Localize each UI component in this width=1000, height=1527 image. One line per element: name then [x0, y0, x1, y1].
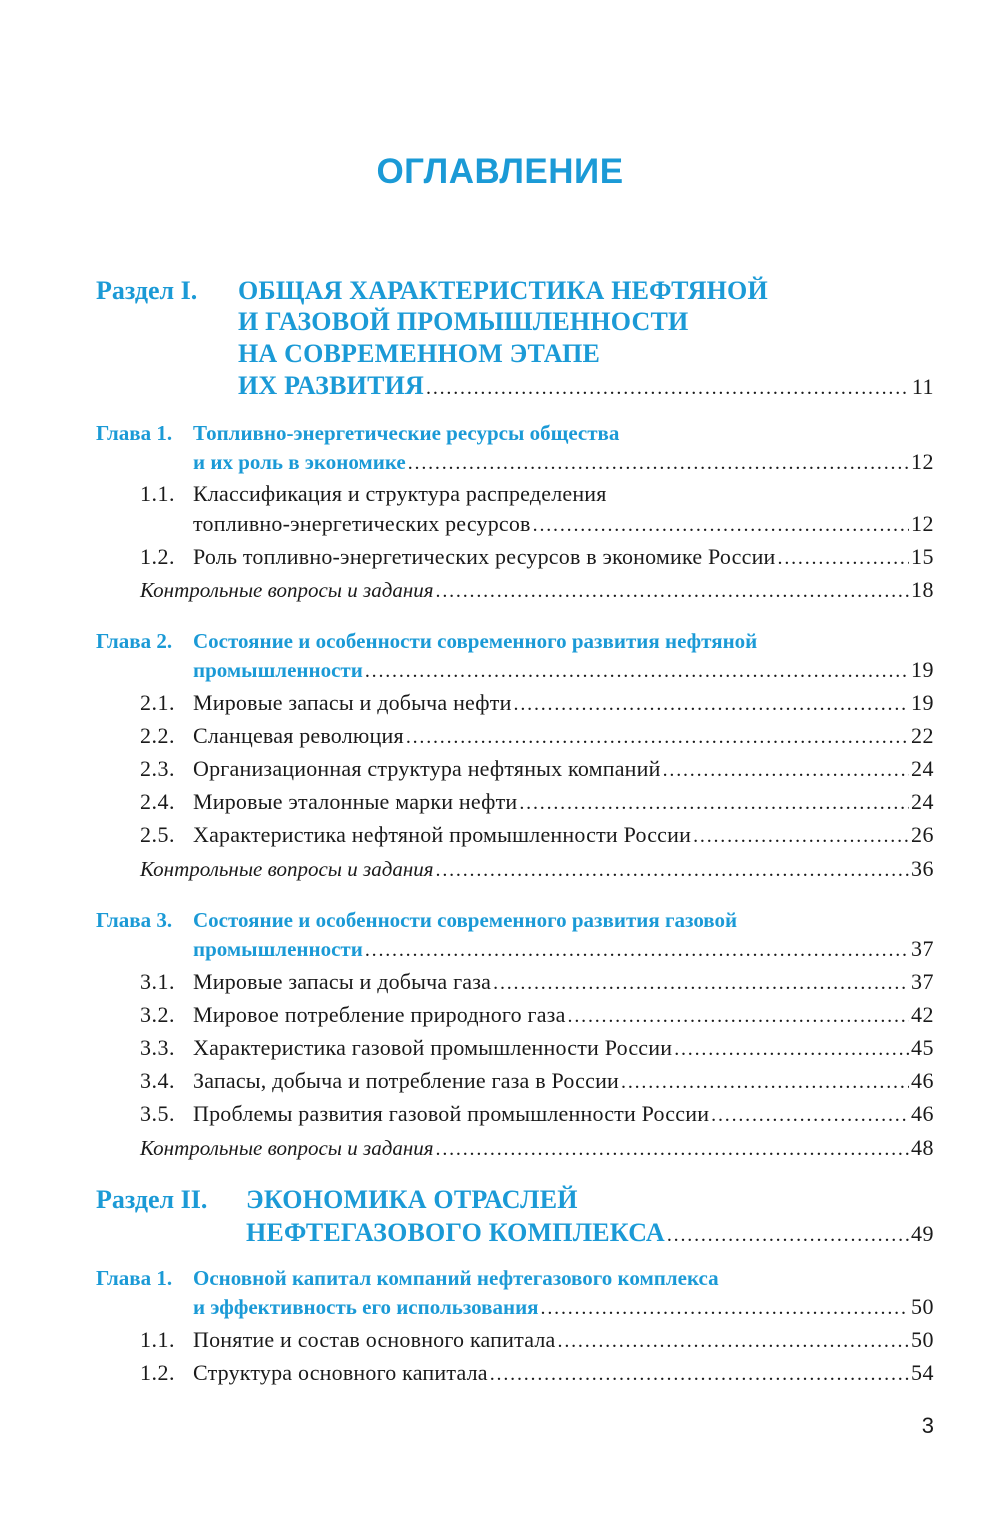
dot-leader [674, 1038, 909, 1061]
toc-entry[interactable] [193, 1294, 934, 1320]
toc-entry[interactable] [193, 1002, 934, 1028]
chapter-title-line: Топливно-энергетические ресурсы общества [193, 421, 620, 445]
item-number: 3.1. [140, 969, 175, 994]
page-ref: 50 [911, 1294, 934, 1319]
page-ref: 45 [911, 1035, 934, 1060]
chapter-label: Глава 1. [96, 421, 173, 445]
dot-leader [436, 859, 909, 882]
item-number: 2.5. [140, 822, 175, 847]
dot-leader [558, 1330, 909, 1353]
item-title: Сланцевая революция [193, 723, 404, 748]
chapter-title-line: и эффективность его использования [193, 1295, 539, 1319]
toc-entry[interactable] [193, 969, 934, 995]
toc-entry[interactable] [193, 449, 934, 475]
page-ref: 12 [911, 511, 934, 536]
page-ref: 19 [911, 690, 934, 715]
chapter-title-line: и их роль в экономике [193, 450, 406, 474]
item-number: 2.3. [140, 756, 175, 781]
toc-entry[interactable] [246, 1218, 934, 1248]
dot-leader [408, 452, 909, 475]
section-title-line: НА СОВРЕМЕННОМ ЭТАПЕ [238, 339, 601, 368]
chapter-title-line: промышленности [193, 658, 363, 682]
item-number: 1.2. [140, 1360, 175, 1385]
questions-label: Контрольные вопросы и задания [140, 1136, 434, 1160]
dot-leader [514, 693, 909, 716]
questions-label: Контрольные вопросы и задания [140, 857, 434, 881]
dot-leader [365, 660, 909, 683]
page-ref: 46 [911, 1068, 934, 1093]
item-title-line: топливно-энергетических ресурсов [193, 511, 531, 536]
item-title: Понятие и состав основного капитала [193, 1327, 556, 1352]
item-title: Структура основного капитала [193, 1360, 488, 1385]
toc-entry[interactable] [193, 1068, 934, 1094]
item-title: Проблемы развития газовой промышленности России [193, 1101, 710, 1126]
item-title: Мировые запасы и добыча нефти [193, 690, 512, 715]
dot-leader [490, 1363, 909, 1386]
section-title-line: ЭКОНОМИКА ОТРАСЛЕЙ [246, 1185, 578, 1214]
toc-entry[interactable] [193, 822, 934, 848]
page-ref: 37 [911, 969, 934, 994]
dot-leader [365, 939, 909, 962]
page-ref: 26 [911, 822, 934, 847]
item-number: 1.1. [140, 481, 175, 506]
chapter-title-line: Состояние и особенности современного развития газовой [193, 908, 738, 932]
toc-entry[interactable] [193, 1101, 934, 1127]
toc-entry[interactable] [193, 511, 934, 537]
toc-entry[interactable] [193, 1035, 934, 1061]
dot-leader [568, 1005, 909, 1028]
toc-entry[interactable] [193, 544, 934, 570]
item-number: 1.2. [140, 544, 175, 569]
item-number: 1.1. [140, 1327, 175, 1352]
toc-entry[interactable] [193, 789, 934, 815]
toc-entry[interactable] [193, 657, 934, 683]
page-ref: 11 [911, 374, 934, 399]
chapter-title-line: промышленности [193, 937, 363, 961]
page-ref: 19 [911, 657, 934, 682]
page-ref: 12 [911, 449, 934, 474]
page-ref: 48 [911, 1135, 934, 1160]
chapter-label: Глава 1. [96, 1266, 173, 1290]
toc-entry[interactable] [193, 1327, 934, 1353]
toc-entry[interactable] [193, 690, 934, 716]
item-title: Запасы, добыча и потребление газа в России [193, 1068, 620, 1093]
page-ref: 50 [911, 1327, 934, 1352]
dot-leader [711, 1104, 909, 1127]
page-ref: 36 [911, 856, 934, 881]
dot-leader [436, 1138, 909, 1161]
dot-leader [663, 759, 909, 782]
page-ref: 24 [911, 789, 934, 814]
section-title-line: ИХ РАЗВИТИЯ [238, 371, 425, 400]
chapter-title-line: Основной капитал компаний нефтегазового комплекса [193, 1266, 719, 1290]
dot-leader [693, 825, 909, 848]
dot-leader [493, 972, 909, 995]
chapter-label: Глава 3. [96, 908, 173, 932]
toc-entry[interactable] [140, 577, 934, 603]
dot-leader [406, 726, 909, 749]
item-number: 2.4. [140, 789, 175, 814]
page-ref: 37 [911, 936, 934, 961]
toc-entry[interactable] [193, 936, 934, 962]
item-title-line: Классификация и структура распределения [193, 481, 607, 506]
item-title: Мировые эталонные марки нефти [193, 789, 518, 814]
page-ref: 49 [911, 1221, 934, 1246]
section-label: Раздел II. [96, 1185, 208, 1214]
page-ref: 18 [911, 577, 934, 602]
page-ref: 46 [911, 1101, 934, 1126]
item-title: Мировые запасы и добыча газа [193, 969, 492, 994]
item-number: 2.2. [140, 723, 175, 748]
item-title: Характеристика газовой промышленности России [193, 1035, 673, 1060]
dot-leader [541, 1297, 909, 1320]
dot-leader [436, 580, 909, 603]
dot-leader [778, 547, 909, 570]
dot-leader [426, 377, 910, 400]
item-title: Роль топливно-энергетических ресурсов в экономике России [193, 544, 776, 569]
item-number: 3.5. [140, 1101, 175, 1126]
item-number: 3.2. [140, 1002, 175, 1027]
dot-leader [621, 1071, 909, 1094]
item-number: 2.1. [140, 690, 175, 715]
page-title: ОГЛАВЛЕНИЕ [376, 152, 624, 191]
section-title-line: НЕФТЕГАЗОВОГО КОМПЛЕКСА [246, 1218, 665, 1247]
section-title-line: И ГАЗОВОЙ ПРОМЫШЛЕННОСТИ [238, 307, 689, 336]
dot-leader [533, 514, 909, 537]
toc-entry[interactable] [193, 723, 934, 749]
dot-leader [667, 1224, 909, 1247]
toc-entry[interactable] [140, 1135, 934, 1161]
item-number: 3.4. [140, 1068, 175, 1093]
page-ref: 42 [911, 1002, 934, 1027]
toc-entry[interactable] [140, 856, 934, 882]
chapter-title-line: Состояние и особенности современного развития нефтяной [193, 629, 758, 653]
toc-entry[interactable] [193, 756, 934, 782]
dot-leader [519, 792, 909, 815]
item-title: Характеристика нефтяной промышленности России [193, 822, 692, 847]
item-title: Мировое потребление природного газа [193, 1002, 566, 1027]
toc-entry[interactable] [193, 1360, 934, 1386]
page-ref: 54 [911, 1360, 934, 1385]
page-ref: 24 [911, 756, 934, 781]
questions-label: Контрольные вопросы и задания [140, 578, 434, 602]
toc-entry[interactable] [238, 371, 934, 401]
chapter-label: Глава 2. [96, 629, 173, 653]
page-ref: 22 [911, 723, 934, 748]
page-ref: 15 [911, 544, 934, 569]
section-label: Раздел I. [96, 276, 198, 305]
item-number: 3.3. [140, 1035, 175, 1060]
page-number: 3 [921, 1413, 934, 1438]
section-title-line: ОБЩАЯ ХАРАКТЕРИСТИКА НЕФТЯНОЙ [238, 276, 768, 305]
item-title: Организационная структура нефтяных компаний [193, 756, 661, 781]
